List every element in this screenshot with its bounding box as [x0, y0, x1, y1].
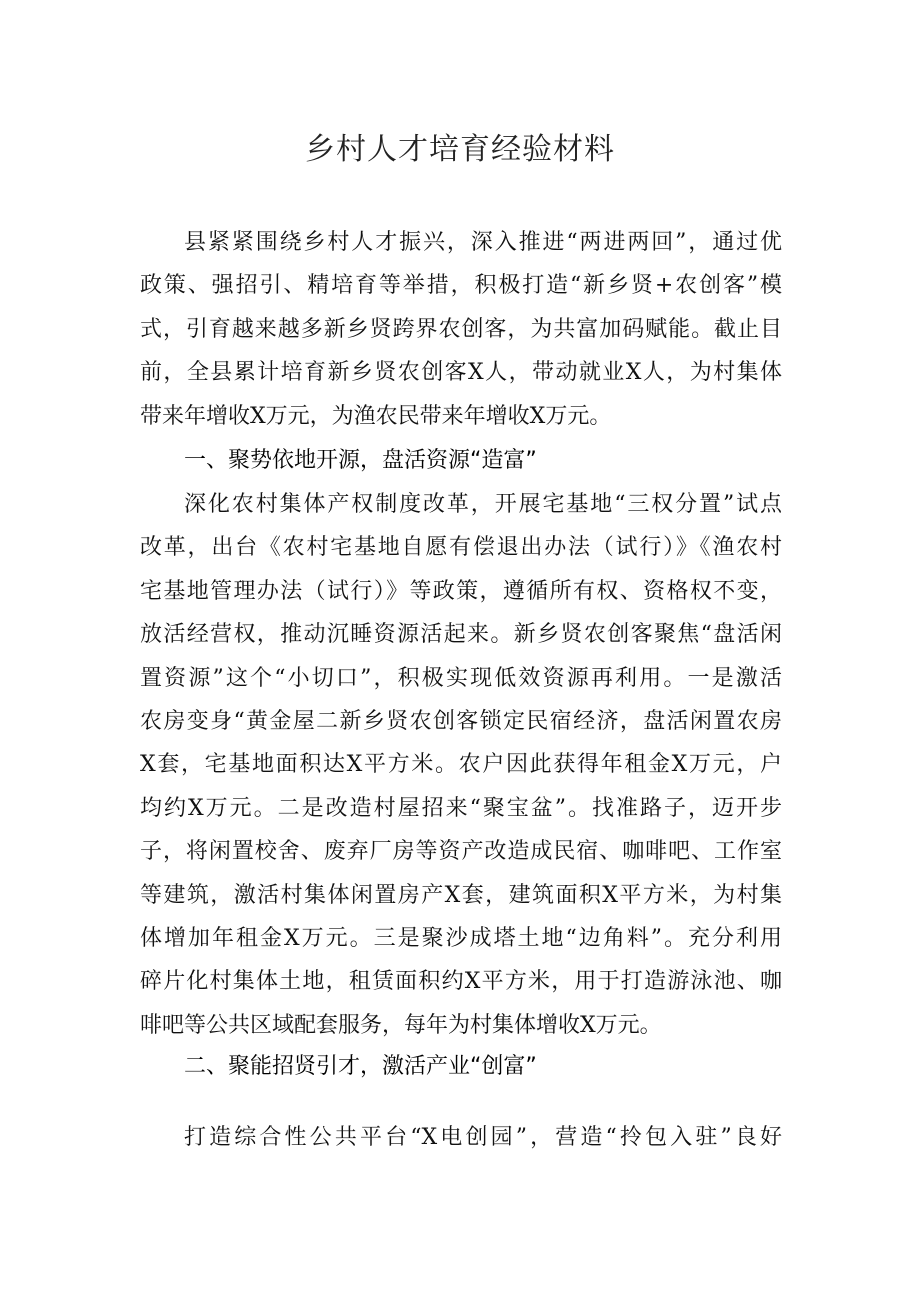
text-line: 均约X万元。二是改造村屋招来“聚宝盆”。找准路子，迈开步: [140, 795, 782, 821]
text-line: 碎片化村集体土地，租赁面积约X平方米，用于打造游泳池、咖: [140, 969, 782, 995]
section-heading: [140, 1045, 782, 1088]
paragraph: [140, 221, 782, 438]
text-line: 政策、强招引、精培育等举措，积极打造“新乡贤+农创客”模: [140, 273, 782, 299]
text-line: 置资源”这个“小切口”，积极实现低效资源再利用。一是激活: [140, 665, 782, 691]
text-line: 式，引育越来越多新乡贤跨界农创客，为共富加码赋能。截止目: [140, 316, 782, 342]
paragraph: [140, 1116, 782, 1159]
heading-text: 一、聚势依地开源，盘活资源“造富”: [184, 448, 537, 473]
text-line: 农房变身“黄金屋二新乡贤农创客锁定民宿经济，盘活闲置农房: [140, 708, 782, 734]
text-line: X套，宅基地面积达X平方米。农户因此获得年租金X万元，户: [140, 752, 782, 778]
text-line: 等建筑，激活村集体闲置房产X套，建筑面积X平方米，为村集: [140, 882, 782, 908]
document-title: 乡村人才培育经验材料: [305, 132, 615, 167]
text-line: 子，将闲置校舍、废弃厂房等资产改造成民宿、咖啡吧、工作室: [140, 839, 782, 865]
text-line: 深化农村集体产权制度改革，开展宅基地“三权分置”试点: [184, 492, 782, 517]
paragraph: [140, 483, 782, 1047]
text-line: 体增加年租金X万元。三是聚沙成塔土地“边角料”。充分利用: [140, 925, 782, 951]
text-line: 带来年增收X万元，为渔农民带来年增收X万元。: [140, 403, 612, 429]
heading-text: 二、聚能招贤引才，激活产业“创富”: [184, 1054, 537, 1079]
text-line: 宅基地管理办法（试行）》等政策，遵循所有权、资格权不变，: [140, 578, 782, 604]
text-line: 放活经营权，推动沉睡资源活起来。新乡贤农创客聚焦“盘活闲: [140, 622, 782, 648]
text-line: 打造综合性公共平台“X电创园”，营造“拎包入驻”良好: [184, 1125, 782, 1150]
text-line: 改革，出台《农村宅基地自愿有偿退出办法（试行）》《渔农村: [140, 535, 782, 561]
text-line: 前，全县累计培育新乡贤农创客X人，带动就业X人，为村集体: [140, 360, 782, 386]
text-line: 县紧紧围绕乡村人才振兴，深入推进“两进两回”，通过优: [184, 230, 782, 255]
text-line: 啡吧等公共区域配套服务，每年为村集体增收X万元。: [140, 1012, 662, 1038]
section-heading: [140, 439, 782, 482]
